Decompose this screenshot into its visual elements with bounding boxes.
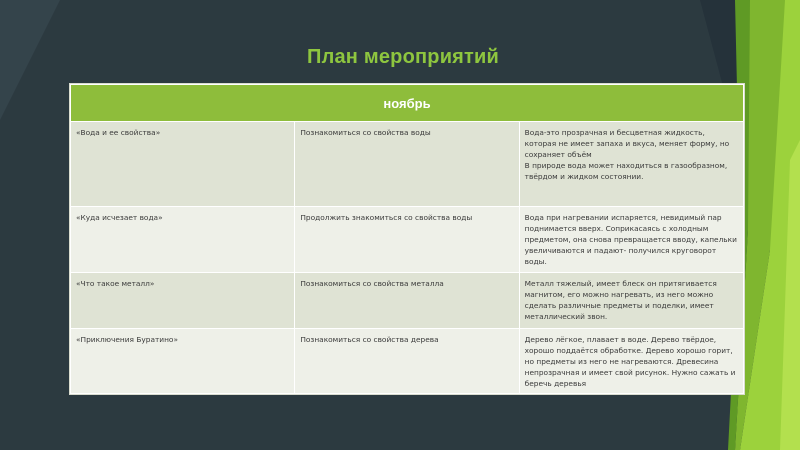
topic-cell: «Приключения Буратино» — [71, 329, 295, 394]
topic-cell: «Что такое металл» — [71, 273, 295, 329]
left-dark-shard — [0, 0, 60, 120]
description-line: Дерево лёгкое, плавает в воде. Дерево твёрдое, хорошо поддаётся обработке. Дерево хорошо горит, но предметы из него не нагреваются. Древесина непрозрачная и имеет свой рисунок. Нужно сажать и беречь деревья — [524, 335, 736, 388]
description-line: В природе вода может находиться в газообразном, твёрдом и жидком состоянии. — [524, 161, 728, 181]
table-row — [71, 122, 744, 207]
goal-cell: Познакомиться со свойства дерева — [295, 329, 519, 394]
topic-cell: «Куда исчезает вода» — [71, 207, 295, 273]
description-cell — [519, 122, 743, 207]
slide-title: План мероприятий — [307, 46, 500, 68]
month-header: ноябрь — [71, 85, 744, 122]
table-row — [71, 273, 744, 329]
table-row — [71, 207, 744, 273]
table-header-row — [71, 85, 744, 122]
description-line: Вода при нагревании испаряется, невидимый пар поднимается вверх. Соприкасаясь с холодным предметом, она снова превращается вводу, капельки увеличиваются и падают- получился круговорот воды. — [524, 213, 737, 266]
table-row — [71, 329, 744, 394]
activity-plan-table — [70, 84, 744, 394]
description-line: Металл тяжелый, имеет блеск он притягивается магнитом, его можно нагревать, из него можно сделать различные предметы и поделки, имеет металлический звон. — [524, 279, 717, 321]
description-cell — [519, 207, 743, 273]
goal-cell: Познакомиться со свойства металла — [295, 273, 519, 329]
goal-cell: Познакомиться со свойства воды — [295, 122, 519, 207]
topic-cell: «Вода и ее свойства» — [71, 122, 295, 207]
description-cell — [519, 273, 743, 329]
description-cell — [519, 329, 743, 394]
goal-cell: Продолжить знакомиться со свойства воды — [295, 207, 519, 273]
description-line: Вода-это прозрачная и бесцветная жидкость, которая не имеет запаха и вкуса, меняет форму, но сохраняет объём — [524, 128, 730, 159]
